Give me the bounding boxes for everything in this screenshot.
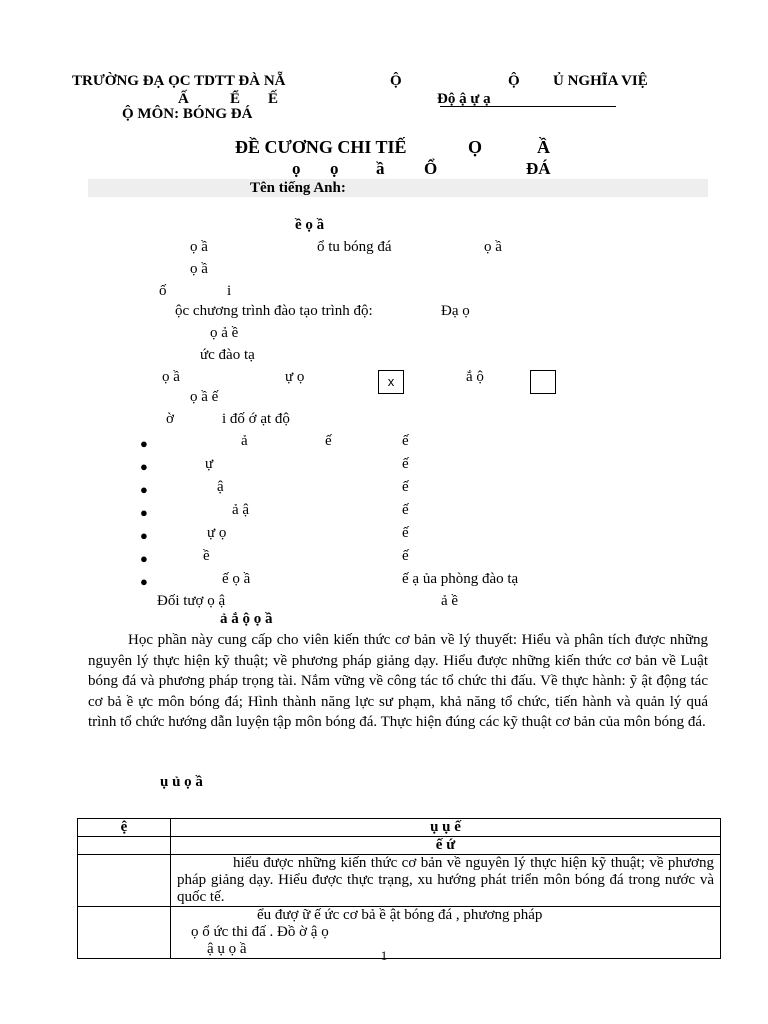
bullet-icon: ● <box>140 459 148 474</box>
bullet-4c: ế <box>402 502 409 518</box>
bullet-1a: ả <box>241 433 248 449</box>
motto-underline <box>440 106 616 107</box>
table-header-row <box>78 819 721 837</box>
bullet-5c: ế <box>402 525 409 541</box>
bullet-5a: ự ọ <box>207 525 227 541</box>
bullet-4a: ả ậ <box>232 502 250 518</box>
info-line-5: ọ ả ề <box>210 325 239 341</box>
info-line-4b: Đạ ọ <box>441 303 470 319</box>
school-name: TRƯỜNG ĐẠ ỌC TDTT ĐÀ NẴ <box>72 73 286 89</box>
doc-title-fragment-b: Ọ <box>468 137 483 157</box>
ministry-fragment-b: Ể <box>230 91 241 107</box>
nation-fragment-1: Ộ <box>390 73 402 89</box>
doc-title: ĐỀ CƯƠNG CHI TIẾ <box>235 137 407 157</box>
checkbox-unchecked[interactable] <box>530 370 556 394</box>
checkbox-checked[interactable]: x <box>378 370 404 394</box>
info-line-6: ức đào tạ <box>200 347 255 363</box>
info-line-2: ọ ầ <box>190 261 208 277</box>
subtitle-fragment-a: ọ <box>292 159 301 178</box>
info-line-1c: ọ ầ <box>484 239 502 255</box>
description-paragraph <box>88 630 708 733</box>
table-row-2-line-c: ậ ụ ọ ầ <box>207 941 247 957</box>
info-line-9a: ờ <box>166 411 174 427</box>
info-line-3a: ố <box>159 283 167 299</box>
info-line-3b: i <box>227 283 232 299</box>
bullet-icon: ● <box>140 482 148 497</box>
department: Ộ MÔN: BÓNG ĐÁ <box>122 106 253 122</box>
info-line-1a: ọ ầ <box>190 239 208 255</box>
target-line-b: ả ề <box>441 593 459 609</box>
subtitle-fragment-c: ầ <box>376 159 385 178</box>
info-line-7b: ự ọ <box>285 369 305 385</box>
bullet-2a: ự <box>205 456 214 472</box>
nation-fragment-2: Ộ <box>508 73 520 89</box>
objectives-table <box>77 818 721 959</box>
table-cell <box>78 855 171 907</box>
nation-fragment-3: Ủ NGHĨA VIỆ <box>553 73 648 89</box>
bullet-3a: ậ <box>217 479 224 495</box>
info-line-4a: ộc chương trình đào tạo trình độ: <box>175 303 373 319</box>
subtitle-fragment-e: ĐÁ <box>526 159 551 178</box>
page-number: 1 <box>380 948 388 963</box>
table-row <box>78 837 721 855</box>
subtitle-fragment-b: ọ <box>330 159 339 178</box>
description-text: Học phần này cung cấp cho viên kiến thức cơ bản về lý thuyết: Hiểu và phân tích được những nguyên lý thực hiện kỹ thuật; về phương pháp giảng dạy. Hiểu được những kiến thức cơ bản về Luật bóng đá và phương pháp trọng tài. Nắm vững về công tác tổ chức thi đấu. Về thực hành: ỹ ật động tác cơ bả ề ực môn bóng đá; Hình thành năng lực sư phạm, khả năng tổ chức, tiến hành và quản lý quá trình tổ chức hướng dẫn luyện tập môn bóng đá. Thực hiện đúng các kỹ thuật cơ bản của môn bóng đá. <box>88 632 708 730</box>
subtitle-fragment-d: Ổ <box>424 159 438 178</box>
table-header-cell-1: ệ <box>78 819 171 837</box>
ministry-fragment-c: Ế <box>268 91 279 107</box>
ministry-fragment-a: Ấ <box>178 91 189 107</box>
bullet-icon: ● <box>140 436 148 451</box>
english-name-label: Tên tiếng Anh: <box>250 180 346 196</box>
bullet-icon: ● <box>140 574 148 589</box>
info-line-7c: ắ ộ <box>466 369 484 385</box>
table-row-1-text <box>171 855 721 907</box>
bullet-1c: ế <box>402 433 409 449</box>
info-line-1b: ổ tu bóng đá <box>317 239 392 255</box>
english-name-band <box>88 179 708 197</box>
table-row-2-line-b: ọ ổ ức thi đấ . Đồ ờ ậ ọ <box>191 924 329 940</box>
table-row-2-line-a: ểu đượ ữ ế ức cơ bả ề ật bóng đá , phương pháp <box>257 907 543 923</box>
info-line-9b: i đố ớ ạt độ <box>222 411 290 427</box>
doc-title-fragment-c: Ầ <box>537 137 550 157</box>
bullet-7b: ế ạ ủa phòng đào tạ <box>402 571 519 587</box>
table-header-cell-2: ụ ụ ế <box>171 819 721 837</box>
table-row <box>78 855 721 907</box>
target-line-2: ả ắ ộ ọ ầ <box>220 611 273 627</box>
bullet-7a: ế ọ ầ <box>222 571 251 587</box>
bullet-6a: ề <box>203 548 210 564</box>
motto: Độ ậ ự ạ <box>437 91 491 107</box>
info-line-7a: ọ ầ <box>162 369 180 385</box>
table-subheader: ế ứ <box>171 837 721 855</box>
bullet-icon: ● <box>140 505 148 520</box>
bullet-icon: ● <box>140 551 148 566</box>
target-line-a: Đối tượ ọ ậ <box>157 593 226 609</box>
info-line-8: ọ ầ ế <box>190 389 219 405</box>
bullet-1b: ế <box>325 433 332 449</box>
bullet-2c: ế <box>402 456 409 472</box>
objectives-heading: ụ ủ ọ ầ <box>160 774 203 790</box>
bullet-3c: ế <box>402 479 409 495</box>
table-cell <box>78 837 171 855</box>
bullet-6c: ế <box>402 548 409 564</box>
section-heading: ề ọ ầ <box>295 217 325 233</box>
bullet-icon: ● <box>140 528 148 543</box>
table-row-1-content: hiểu được những kiến thức cơ bản về nguyên lý thực hiện kỹ thuật; về phương pháp giảng dạy. Hiểu được thực trạng, xu hướng phát triển môn bóng đá trong nước và quốc tế. <box>177 855 714 905</box>
